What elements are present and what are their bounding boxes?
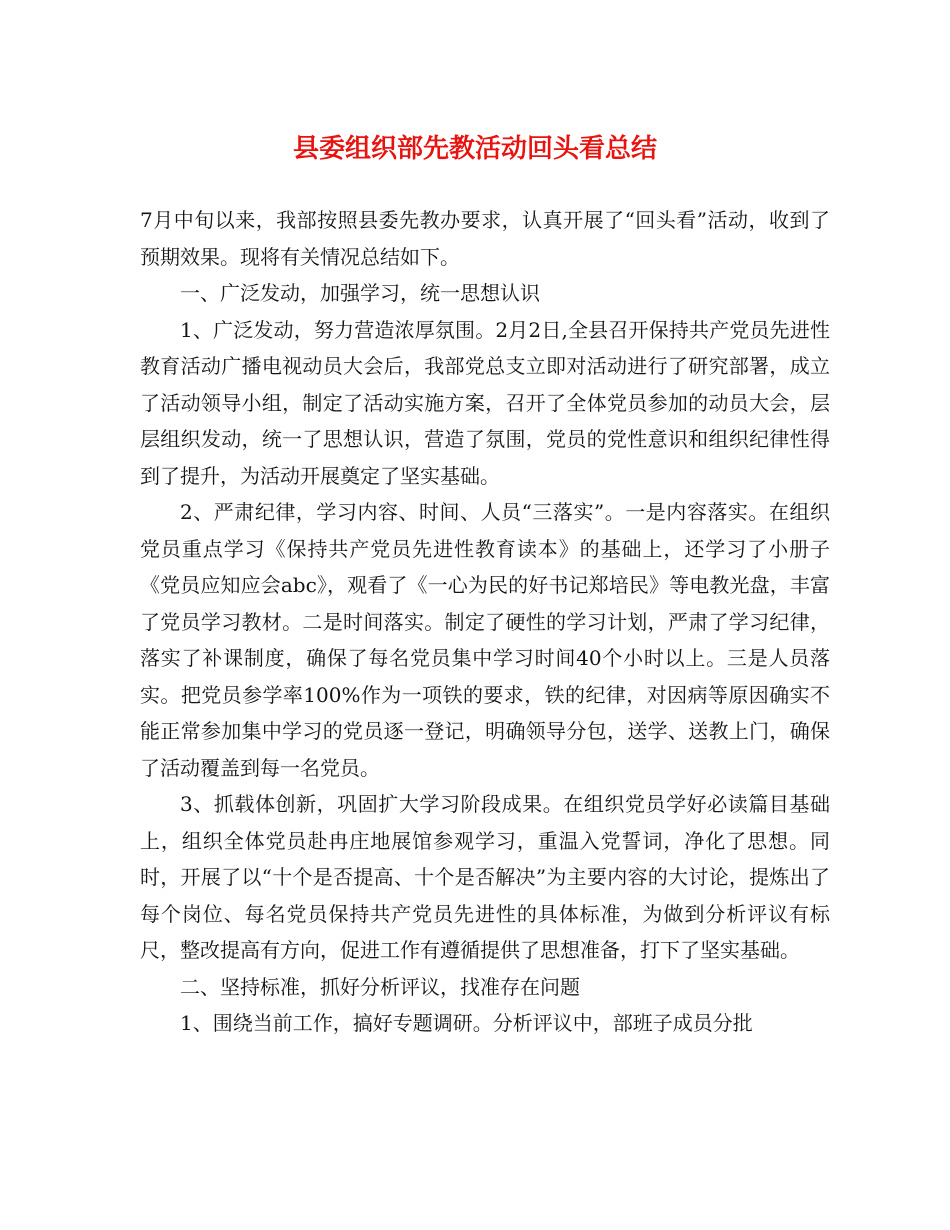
paragraph-1-1: 1、广泛发动，努力营造浓厚氛围。2月2日,全县召开保持共产党员先进性教育活动广播电视动员大会后，我部党总支立即对活动进行了研究部署，成立了活动领导小组，制定了活动实施方案，召开了全体党员参加的动员大会，层层组织发动，统一了思想认识，营造了氛围，党员的党性意识和组织纪律性得到了提升，为活动开展奠定了坚实基础。 xyxy=(140,317,830,488)
document-title: 县委组织部先教活动回头看总结 xyxy=(292,134,657,164)
paragraph-1-3: 3、抓载体创新，巩固扩大学习阶段成果。在组织党员学好必读篇目基础上，组织全体党员赴冉庄地展馆参观学习，重温入党誓词，净化了思想。同时，开展了以“十个是否提高、十个是否解决”为主要内容的大讨论，提炼出了每个岗位、每名党员保持共产党员先进性的具体标准，为做到分析评议有标尺，整改提高有方向，促进工作有遵循提供了思想准备，打下了坚实基础。 xyxy=(140,792,830,962)
section-heading-1: 一、广泛发动，加强学习，统一思想认识 xyxy=(180,281,540,305)
paragraph-intro: 7月中旬以来，我部按照县委先教办要求，认真开展了“回头看”活动，收到了预期效果。现将有关情况总结如下。 xyxy=(140,208,830,269)
paragraph-2-1: 1、围绕当前工作，搞好专题调研。分析评议中，部班子成员分批 xyxy=(180,1011,753,1035)
paragraph-1-2: 2、严肃纪律，学习内容、时间、人员“三落实”。一是内容落实。在组织党员重点学习《保持共产党员先进性教育读本》的基础上，还学习了小册子《党员应知应会abc》，观看了《一心为民的好书记郑培民》等电教光盘，丰富了党员学习教材。二是时间落实。制定了硬性的学习计划，严肃了学习纪律，落实了补课制度，确保了每名党员集中学习时间40个小时以上。三是人员落实。把党员参学率100%作为一项铁的要求，铁的纪律，对因病等原因确实不能正常参加集中学习的党员逐一登记，明确领导分包，送学、送教上门，确保了活动覆盖到每一名党员。 xyxy=(140,500,830,780)
section-heading-2: 二、坚持标准，抓好分析评议，找准存在问题 xyxy=(180,974,580,999)
document-body xyxy=(140,202,830,1042)
